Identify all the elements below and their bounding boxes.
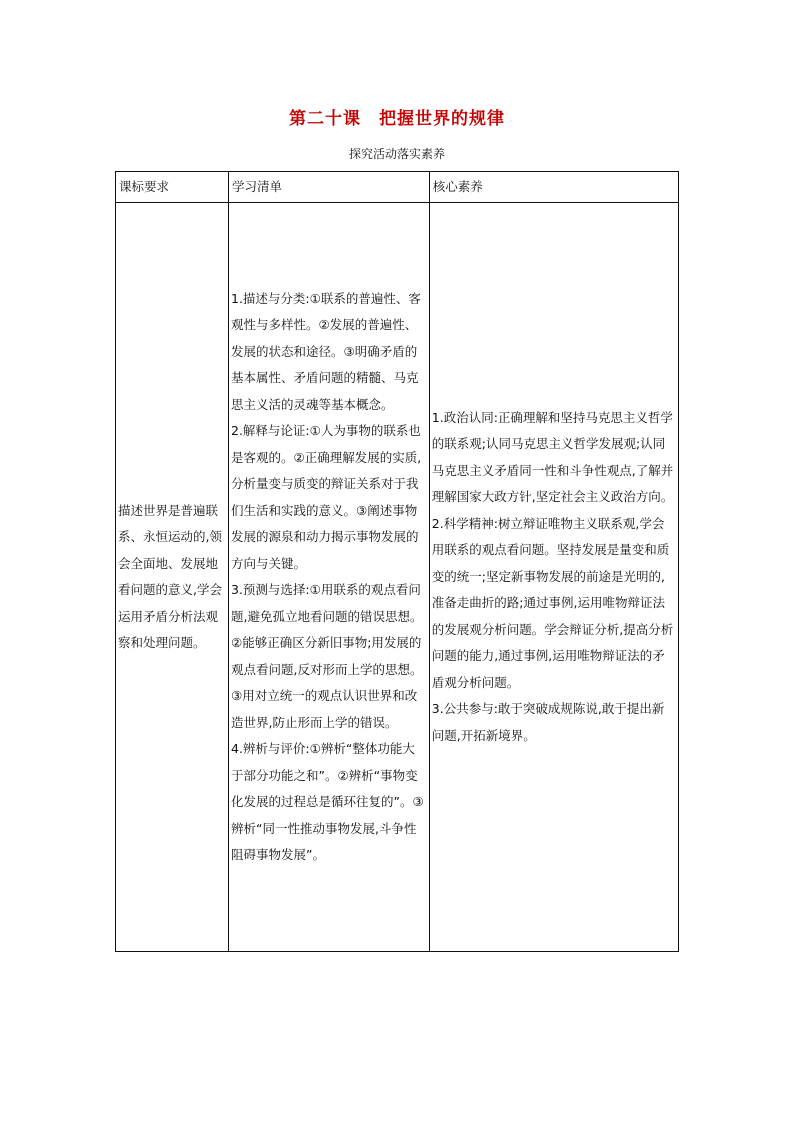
study-list-cell bbox=[229, 203, 430, 952]
curriculum-requirement-cell bbox=[116, 203, 229, 952]
curriculum-table bbox=[115, 171, 679, 952]
header-study-list: 学习清单 bbox=[229, 172, 430, 203]
literacy-item-3: 3.公共参与:敢于突破成规陈说,敢于提出新问题,开拓新境界。 bbox=[431, 701, 665, 743]
study-item-2: 2.解释与论证:①人为事物的联系也是客观的。②正确理解发展的实质,分析量变与质变的辩证关系对于我们生活和实践的意义。③阐述事物发展的源泉和动力揭示事物发展的方向与关键。 bbox=[231, 423, 422, 571]
study-item-1: 1.描述与分类:①联系的普遍性、客观性与多样性。②发展的普遍性、发展的状态和途径。③明确矛盾的基本属性、矛盾问题的精髓、马克思主义活的灵魂等基本概念。 bbox=[231, 290, 421, 412]
requirement-text: 描述世界是普遍联系、永恒运动的,领会全面地、发展地看问题的意义,学会运用矛盾分析法观察和处理问题。 bbox=[118, 502, 222, 650]
core-literacy-cell bbox=[429, 203, 678, 952]
section-subtitle: 探究活动落实素养 bbox=[348, 147, 445, 161]
study-item-3: 3.预测与选择:①用联系的观点看问题,避免孤立地看问题的错误思想。②能够正确区分新旧事物;用发展的观点看问题,反对形而上学的思想。③用对立统一的观点认识世界和改造世界,防止形而上学的错误。 bbox=[231, 582, 423, 730]
table-row bbox=[116, 203, 679, 952]
lesson-title: 第二十课 把握世界的规律 bbox=[289, 109, 505, 129]
header-curriculum-requirement: 课标要求 bbox=[116, 172, 229, 203]
literacy-item-2: 2.科学精神:树立辩证唯物主义联系观,学会用联系的观点看问题。坚持发展是量变和质变的统一;坚定新事物发展的前途是光明的,准备走曲折的路;通过事例,运用唯物辩证法的发展观分析问题。学会辩证分析,提高分析问题的能力,通过事例,运用唯物辩证法的矛盾观分析问题。 bbox=[431, 515, 674, 690]
literacy-item-1: 1.政治认同:正确理解和坚持马克思主义哲学的联系观;认同马克思主义哲学发展观;认同马克思主义矛盾同一性和斗争性观点,了解并理解国家大政方针,坚定社会主义政治方向。 bbox=[431, 409, 674, 505]
header-core-literacy: 核心素养 bbox=[429, 172, 678, 203]
table-header-row bbox=[116, 172, 679, 203]
study-item-4: 4.辨析与评价:①辨析“整体功能大于部分功能之和”。②辨析“事物变化发展的过程总是循环往复的”。③辨析“同一性推动事物发展,斗争性阻碍事物发展”。 bbox=[231, 741, 424, 862]
